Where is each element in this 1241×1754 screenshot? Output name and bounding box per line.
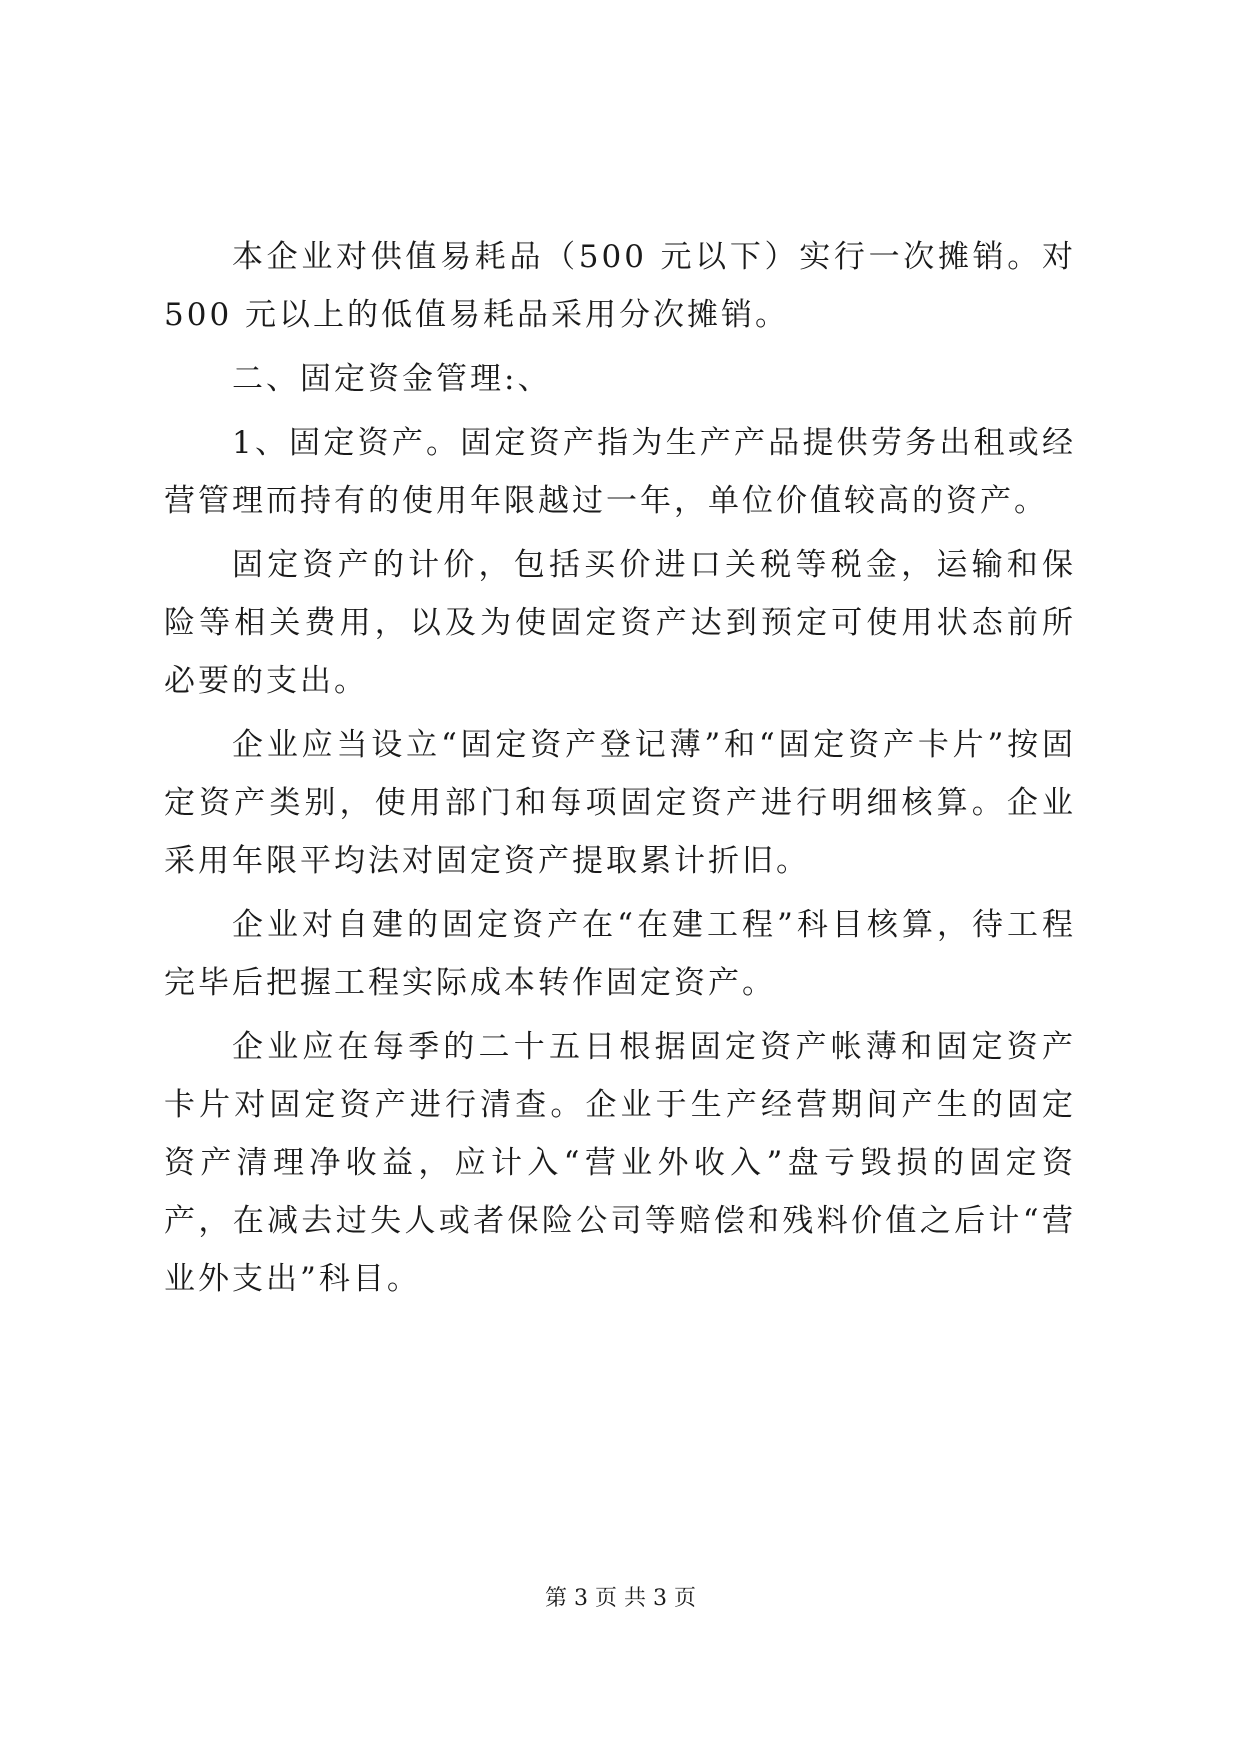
paragraph-fixed-assets-definition: 1、固定资产。固定资产指为生产产品提供劳务出租或经营管理而持有的使用年限越过一年，单位价值较高的资产。 (164, 425, 1076, 519)
section-heading-fixed-capital: 二、固定资金管理:、 (232, 361, 552, 397)
document-body (164, 228, 1076, 1314)
paragraph-construction-in-progress: 企业对自建的固定资产在“在建工程”科目核算，待工程完毕后把握工程实际成本转作固定资产。 (164, 907, 1076, 1001)
page-footer (0, 1584, 1241, 1614)
paragraph-fixed-assets-valuation: 固定资产的计价，包括买价进口关税等税金，运输和保险等相关费用，以及为使固定资产达到预定可使用状态前所必要的支出。 (164, 547, 1076, 699)
paragraph-fixed-assets-register: 企业应当设立“固定资产登记薄”和“固定资产卡片”按固定资产类别，使用部门和每项固定资产进行明细核算。企业采用年限平均法对固定资产提取累计折旧。 (164, 727, 1076, 879)
page-number-label: 第 3 页 共 3 页 (545, 1586, 696, 1611)
paragraph-fixed-assets-inventory: 企业应在每季的二十五日根据固定资产帐薄和固定资产卡片对固定资产进行清查。企业于生产经营期间产生的固定资产清理净收益，应计入“营业外收入”盘亏毁损的固定资产，在减去过失人或者保险公司等赔偿和残料价值之后计“营业外支出”科目。 (164, 1029, 1076, 1297)
paragraph-low-value-consumables: 本企业对供值易耗品（500 元以下）实行一次摊销。对 500 元以上的低值易耗品采用分次摊销。 (164, 239, 1076, 333)
